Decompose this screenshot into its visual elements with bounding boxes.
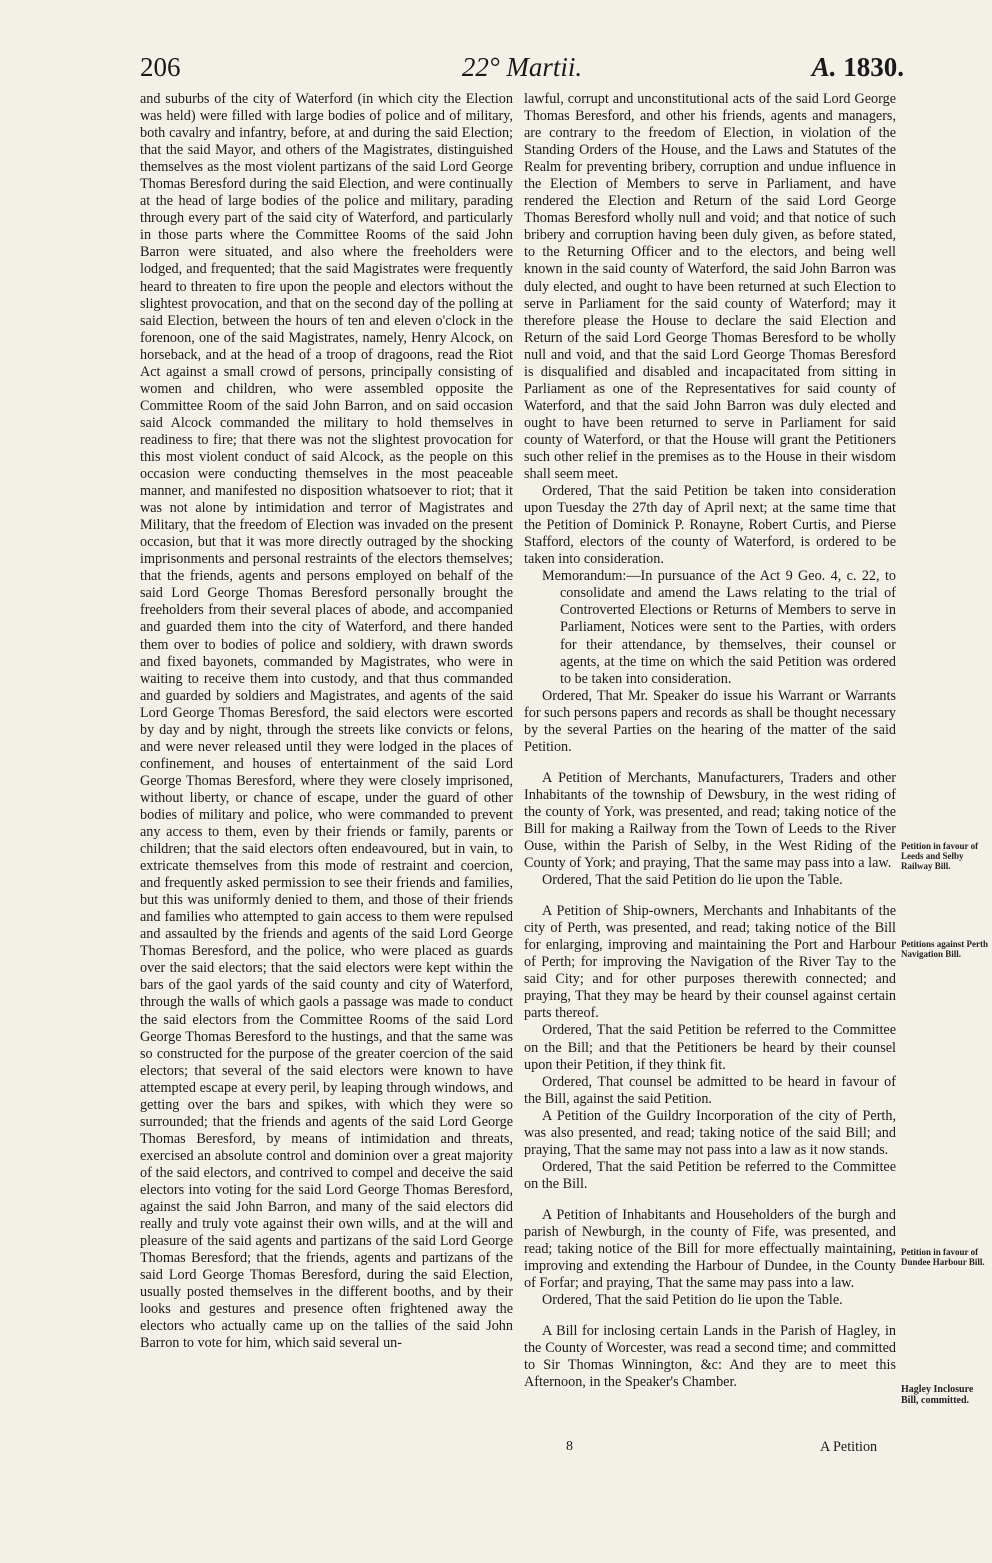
margin-note-perth: Petitions against Perth Navigation Bill. bbox=[901, 939, 988, 959]
margin-note-leeds: Petition in favour of Leeds and Selby Railway Bill. bbox=[901, 841, 979, 871]
page-header bbox=[140, 52, 904, 86]
paragraph: A Bill for inclosing certain Lands in the Parish of Hagley, in the County of Worcester, was read a second time; and committed to Sir Thomas Winnington, &c: And they are to meet this Afternoon, in the Speaker's Chamber. bbox=[524, 1323, 896, 1391]
paragraph: Ordered, That Mr. Speaker do issue his Warrant or Warrants for such persons papers and records as shall be thought necessary by the several Parties on the hearing of the matter of the said Petition. bbox=[524, 687, 896, 755]
paragraph: A Petition of Merchants, Manufacturers, Traders and other Inhabitants of the township of Dewsbury, in the west riding of the county of York, was presented, and read; taking notice of the Bill for making a Railway from the Town of Leeds to the River Ouse, within the Parish of Selby, in the West Riding of the County of York; and praying, That the same may pass into a law. bbox=[524, 769, 896, 872]
right-column bbox=[524, 91, 896, 1391]
catchword: A Petition bbox=[820, 1439, 878, 1455]
paragraph: A Petition of the Guildry Incorporation of the city of Perth, was also presented, and read; taking notice of the said Bill; and praying, That the same may not pass into a law as it now stands. bbox=[524, 1107, 896, 1158]
page-number: 206 bbox=[140, 52, 181, 82]
paragraph: Ordered, That the said Petition do lie upon the Table. bbox=[542, 1292, 843, 1309]
paragraph: Ordered, That the said Petition be referred to the Committee on the Bill. bbox=[524, 1158, 896, 1192]
paragraph: A Petition of Ship-owners, Merchants and Inhabitants of the city of Perth, was presented, and read; taking notice of the Bill for enlarging, improving and maintaining the Port and Harbour of Perth; for improving the Navigation of the River Tay to the said City; and for other purposes therewith connected; and praying, That they may be heard by their counsel against certain parts thereof. bbox=[524, 903, 896, 1022]
page-date: 22° Martii. bbox=[461, 52, 583, 82]
paragraph: Ordered, That the said Petition be referred to the Committee on the Bill; and that the Petitioners be heard by their counsel upon their Petition, if they think fit. bbox=[524, 1022, 896, 1073]
paragraph: lawful, corrupt and unconstitutional acts of the said Lord George Thomas Beresford, and other his friends, agents and managers, are contrary to the freedom of Election, in violation of the Standing Orders of the House, and the Laws and Statutes of the Realm for preventing bribery, corruption and undue influence in the Election of Members to serve in Parliament, and have rendered the Election and Return of the said Lord George Thomas Beresford wholly null and void; and that notice of such bribery and corruption having been duly given, as before stated, to the Returning Officer and to the electors, and being well known in the said county of Waterford, the said John Barron was duly elected, and ought to have been returned at such Election to serve in Parliament for the said county of Waterford; may it therefore please the House to declare the said Election and Return of the said Lord George Thomas Beresford to be wholly null and void, and that the said Lord George Thomas Beresford is disqualified and disabled and incapacitated from sitting in Parliament as one of the Representatives for said county of Waterford, and that the said John Barron was duly elected and ought to have been returned to serve in Parliament for said county of Waterford, or that the House will grant the Petitioners such other relief in the premises as to the House in their wisdom shall seem meet. bbox=[524, 91, 896, 483]
paragraph: Ordered, That counsel be admitted to be heard in favour of the Bill, against the said Petition. bbox=[524, 1073, 896, 1107]
left-column bbox=[140, 91, 513, 1352]
memorandum: Memorandum:—In pursuance of the Act 9 Geo. 4, c. 22, to consolidate and amend the Laws relating to the trial of Controverted Elections or Returns of Members to serve in Parliament, Notices were sent to the Parties, with orders for their attendance, by themselves, their counsel or agents, at the time on which the said Petition was ordered to be taken into consideration. bbox=[542, 568, 896, 687]
paragraph: and suburbs of the city of Waterford (in which city the Election was held) were filled with large bodies of police and of military, both cavalry and infantry, before, at and during the said Election; that the said Mayor, and others of the Magistrates, distinguished themselves as the most violent partizans of the said Lord George Thomas Beresford during the said Election, and were continually at the head of large bodies of the police and military, parading through every part of the said city of Waterford, and particularly in those parts where the Committee Rooms of the said John Barron were situated, and also where the freeholders were lodged, and frequented; that the said Magistrates were frequently heard to threaten to fire upon the people and electors without the slightest provocation, and that on the second day of the polling at said Election, between the hours of ten and eleven o'clock in the forenoon, one of the said Magistrates, namely, Henry Alcock, on horseback, and at the head of a troop of dragoons, read the Riot Act against a small crowd of persons, principally consisting of women and children, who were assembled opposite the Committee Room of the said John Barron, and on said occasion said Alcock commanded the military to hold themselves in readiness to fire; that there was not the slightest provocation for this most violent conduct of said Alcock, as the people on this occasion were conducting themselves in the most peaceable manner, and manifested no disposition whatsoever to riot; that it was not alone by intimidation and terror of Magistrates and Military, that the freedom of Election was invaded on the present occasion, but that it was more directly outraged by the shocking imprisonments and personal restraints of the electors themselves; that the friends, agents and persons employed on behalf of the said Lord George Thomas Beresford personally brought the freeholders from their several places of abode, and accompanied and guarded them into the city of Waterford, and there handed them over to bodies of police and soldiery, with drawn swords and fixed bayonets, commanded by Magistrates, who were in waiting to receive them into custody, and that thus commanded and guarded by soldiers and Magistrates, and agents of the said Lord George Thomas Beresford, the said electors were escorted by day and by night, through the streets like convicts or felons, and were never released until they were lodged in the places of confinement, and houses of entertainment of the said Lord George Thomas Beresford, where they were closely imprisoned, without liberty, or chance of escape, under the guard of other bodies of military and police, who were commanded to prevent any access to them, even by their friends or family, parents or children; that the said electors often endeavoured, but in vain, to extricate themselves from this mode of restraint and coercion, and frequently asked permission to see their friends and families, but this was uniformly denied to them, and those of their friends and families who attempted to gain access to them were repulsed and assaulted by the friends and agents of the said Lord George Thomas Beresford, and the police, who were placed as guards over the said electors; that the said electors were kept within the bars of the gaol yards of the said county and city of Waterford, through the walls of which gaols a passage was made to conduct the said electors from the Committee Rooms of the said Lord George Thomas Beresford to the hustings, and that the same was so constructed for the purpose of the greater coercion of the said electors; that several of the said electors were known to have attempted escape at every peril, by leaping through windows, and getting over the bars and spikes, with which they were so surrounded; that the friends and agents of the said Lord George Thomas Beresford, by means of intimidation and threats, exercised an absolute control and dominion over a great majority of the said electors, and contrived to compel and deceive the said electors into voting for the said Lord George Thomas Beresford, against the said John Barron, and many of the said electors did really and truly vote against their own wills, and at the will and pleasure of the said agents and partizans of the said Lord George Thomas Beresford; that the friends, agents and partizans of the said Lord George Thomas Beresford, during the said Election, usually posted themselves in the different booths, and by their looks and gestures and presence often frightened away the electors who actually came up on the tallies of the said John Barron to vote for him, which said several un- bbox=[140, 91, 513, 1352]
paragraph: Ordered, That the said Petition do lie upon the Table. bbox=[542, 872, 843, 889]
paragraph: Ordered, That the said Petition be taken into consideration upon Tuesday the 27th day of April next; at the same time that the Petition of Dominick P. Ronayne, Robert Curtis, and Pierse Stafford, electors of the county of Waterford, is ordered to be taken into consideration. bbox=[524, 483, 896, 568]
margin-note-hagley: Hagley Inclosure Bill, committed. bbox=[901, 1384, 974, 1406]
signature-mark: 8 bbox=[566, 1439, 573, 1454]
paragraph: A Petition of Inhabitants and Householders of the burgh and parish of Newburgh, in the county of Fife, was presented, and read; taking notice of the Bill for more effectually maintaining, improving and extending the Harbour of Dundee, in the County of Forfar; and praying, That the same may pass into a law. bbox=[524, 1206, 896, 1292]
page-year: A. 1830. bbox=[811, 52, 904, 82]
margin-note-dundee: Petition in favour of Dundee Harbour Bill. bbox=[901, 1247, 985, 1267]
